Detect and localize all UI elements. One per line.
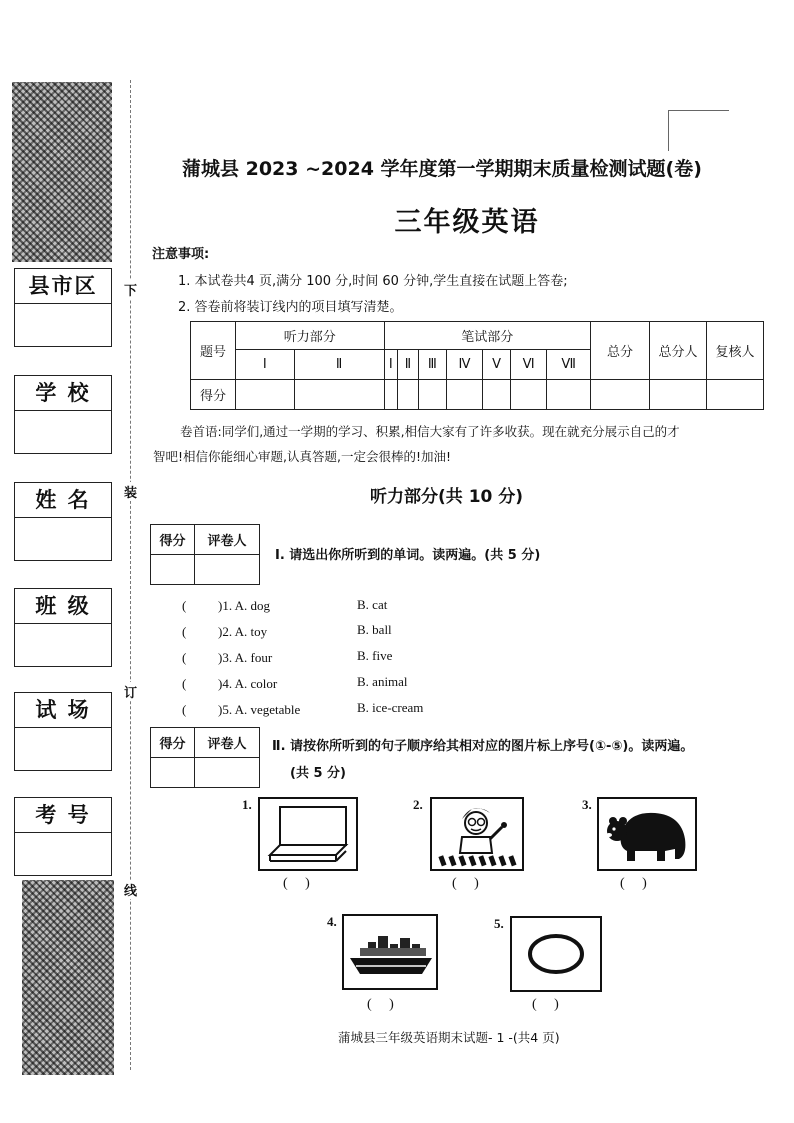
part2-instruction-wrap — [272, 735, 764, 754]
box-icon[interactable] — [258, 797, 358, 871]
answer-blank[interactable]: ( ) — [452, 876, 479, 891]
boy-drawing-icon[interactable] — [430, 797, 524, 871]
score-table-total-person: 总分人 — [650, 322, 707, 380]
part1-instruction: Ⅰ. 请选出你所听到的单词。读两遍。(共 5 分) — [275, 548, 541, 563]
score-cell[interactable] — [483, 380, 511, 410]
score-cell[interactable] — [547, 380, 591, 410]
field-label: 县市区 — [15, 269, 111, 304]
question-option-b[interactable]: B. cat — [357, 597, 388, 612]
question-option-b[interactable]: B. animal — [357, 674, 408, 689]
score-col: Ⅶ — [547, 350, 591, 380]
field-label: 考 号 — [15, 798, 111, 833]
grader-score-cell[interactable] — [151, 555, 195, 585]
picture-number: 2. — [413, 797, 423, 812]
score-col: Ⅳ — [446, 350, 482, 380]
score-table-total: 总分 — [591, 322, 650, 380]
field-room[interactable] — [14, 692, 112, 771]
score-col: Ⅰ — [384, 350, 398, 380]
field-school[interactable] — [14, 375, 112, 454]
grader-cell[interactable] — [194, 758, 259, 788]
question-option-a[interactable]: )5. A. vegetable — [218, 702, 301, 717]
part2-instruction: Ⅱ. 请按你所听到的句子顺序给其相对应的图片标上序号(①-⑤)。读两遍。 — [272, 739, 694, 754]
question-option-a[interactable]: )1. A. dog — [218, 598, 270, 613]
note-item: 1. 本试卷共4 页,满分 100 分,时间 60 分钟,学生直接在试题上答卷; — [178, 274, 568, 289]
question-option-b[interactable]: B. ice-cream — [357, 700, 424, 715]
binding-pattern-bottom — [22, 880, 114, 1075]
answer-blank[interactable]: ( ) — [283, 876, 310, 891]
field-label: 班 级 — [15, 589, 111, 624]
grader-cell[interactable] — [194, 555, 259, 585]
score-col: Ⅲ — [418, 350, 446, 380]
grader-score-label: 得分 — [151, 728, 195, 758]
score-col: Ⅴ — [483, 350, 511, 380]
score-cell[interactable] — [236, 380, 295, 410]
question-paren: ( — [182, 702, 187, 717]
grader-box — [150, 524, 260, 585]
preface-line: 智吧!相信你能细心审题,认真答题,一定会很棒的!加油! — [153, 449, 451, 464]
preface — [180, 419, 764, 444]
score-cell[interactable] — [418, 380, 446, 410]
score-cell[interactable] — [398, 380, 419, 410]
score-table-row-label: 题号 — [191, 322, 236, 380]
score-cell[interactable] — [294, 380, 384, 410]
answer-blank[interactable]: ( ) — [367, 997, 394, 1012]
score-cell[interactable] — [446, 380, 482, 410]
binding-char: 下 — [124, 280, 137, 299]
picture-number: 4. — [327, 914, 337, 929]
score-cell[interactable] — [384, 380, 398, 410]
field-exam-number[interactable] — [14, 797, 112, 876]
corner-mark — [668, 110, 729, 151]
score-table-listen-header: 听力部分 — [236, 322, 385, 350]
page-footer: 蒲城县三年级英语期末试题- 1 -(共4 页) — [338, 1030, 560, 1045]
question-paren: ( — [182, 624, 187, 639]
score-table-write-header: 笔试部分 — [384, 322, 590, 350]
grader-score-label: 得分 — [151, 525, 195, 555]
grader-label: 评卷人 — [194, 728, 259, 758]
question-option-b[interactable]: B. ball — [357, 622, 392, 637]
binding-char: 装 — [124, 482, 137, 501]
score-col: Ⅵ — [510, 350, 546, 380]
page-title: 蒲城县 2023 ~2024 学年度第一学期期末质量检测试题(卷) — [182, 158, 702, 180]
question-paren: ( — [182, 650, 187, 665]
field-label: 姓 名 — [15, 483, 111, 518]
ship-icon[interactable] — [342, 914, 438, 990]
binding-char: 订 — [124, 682, 137, 701]
bear-icon[interactable] — [597, 797, 697, 871]
grader-score-cell[interactable] — [151, 758, 195, 788]
oval-icon[interactable] — [510, 916, 602, 992]
score-table-reviewer: 复核人 — [707, 322, 764, 380]
picture-number: 3. — [582, 797, 592, 812]
answer-blank[interactable]: ( ) — [620, 876, 647, 891]
picture-number: 5. — [494, 916, 504, 931]
score-cell[interactable] — [707, 380, 764, 410]
question-option-b[interactable]: B. five — [357, 648, 393, 663]
score-cell[interactable] — [591, 380, 650, 410]
section-title: 听力部分(共 10 分) — [370, 487, 524, 507]
question-option-a[interactable]: )3. A. four — [218, 650, 273, 665]
score-row-label: 得分 — [191, 380, 236, 410]
field-label: 学 校 — [15, 376, 111, 411]
binding-char: 线 — [124, 880, 137, 899]
score-col: Ⅰ — [236, 350, 295, 380]
field-label: 试 场 — [15, 693, 111, 728]
score-col: Ⅱ — [398, 350, 419, 380]
field-name[interactable] — [14, 482, 112, 561]
question-paren: ( — [182, 598, 187, 613]
answer-blank[interactable]: ( ) — [532, 997, 559, 1012]
question-option-a[interactable]: )4. A. color — [218, 676, 278, 691]
field-district[interactable] — [14, 268, 112, 347]
score-cell[interactable] — [510, 380, 546, 410]
notes-heading: 注意事项: — [152, 247, 210, 262]
grader-label: 评卷人 — [194, 525, 259, 555]
score-cell[interactable] — [650, 380, 707, 410]
picture-number: 1. — [242, 797, 252, 812]
score-col: Ⅱ — [294, 350, 384, 380]
grader-box — [150, 727, 260, 788]
score-table — [190, 321, 764, 410]
field-class[interactable] — [14, 588, 112, 667]
part2-instruction-points: (共 5 分) — [290, 766, 346, 781]
page-subtitle: 三年级英语 — [394, 207, 540, 238]
question-paren: ( — [182, 676, 187, 691]
preface-line: 卷首语:同学们,通过一学期的学习、积累,相信大家有了许多收获。现在就充分展示自己的才 — [180, 424, 680, 439]
note-item: 2. 答卷前将装订线内的项目填写清楚。 — [178, 300, 403, 315]
question-option-a[interactable]: )2. A. toy — [218, 624, 268, 639]
